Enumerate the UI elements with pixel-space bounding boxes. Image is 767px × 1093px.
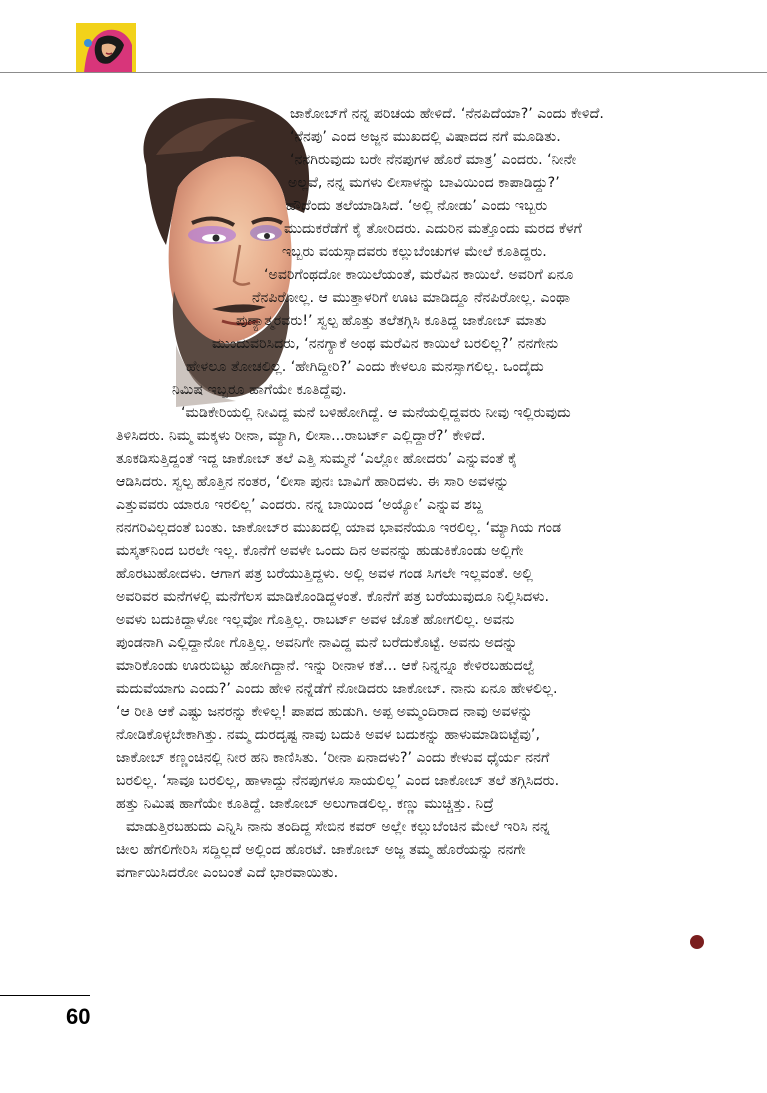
article-line: ಮಾಡುತ್ತಿರಬಹುದು ಎನ್ನಿಸಿ ನಾನು ತಂದಿದ್ದ ಸೇಬಿನ ಕವರ್ ಅಲ್ಲೇ ಕಲ್ಲುಬೆಂಚಿನ ಮೇಲೆ ಇರಿಸಿ ನನ್ನ (126, 819, 550, 835)
article-line: ಜಾಕೋಬ್ ಕಣ್ಣಂಚಿನಲ್ಲಿ ನೀರ ಹನಿ ಕಾಣಿಸಿತು. ‘ರೀನಾ ಏನಾದಳು?’ ಎಂದು ಕೇಳುವ ಧೈರ್ಯ ನನಗೆ (116, 750, 550, 766)
article-line: ಹೊರಟುಹೋದಳು. ಆಗಾಗ ಪತ್ರ ಬರೆಯುತ್ತಿದ್ದಳು. ಅಲ್ಲಿ ಅವಳ ಗಂಡ ಸಿಗಲೇ ಇಲ್ಲವಂತೆ. ಅಲ್ಲಿ (116, 566, 533, 582)
article-line: ನಿಮಿಷ ಇಬ್ಬರೂ ಹಾಗೆಯೇ ಕೂತಿದ್ದೆವು. (172, 382, 347, 398)
header-rule (0, 72, 767, 73)
article-line: ಜಾಕೋಬ್‌ಗೆ ನನ್ನ ಪರಿಚಯ ಹೇಳಿದೆ. ‘ನೆನಪಿದೆಯಾ?’ ಎಂದು ಕೇಳಿದೆ. (290, 106, 604, 122)
article-line: ಚೀಲ ಹೆಗಲಿಗೇರಿಸಿ ಸದ್ದಿಲ್ಲದೆ ಅಲ್ಲಿಂದ ಹೊರಟೆ. ಜಾಕೋಬ್ ಅಜ್ಜ ತಮ್ಮ ಹೊರೆಯನ್ನು ನನಗೇ (116, 842, 526, 858)
article-line: ತಿಳಿಸಿದರು. ನಿಮ್ಮ ಮಕ್ಕಳು ರೀನಾ, ಮ್ಯಾಗಿ, ಲೀಸಾ...ರಾಬರ್ಟ್ ಎಲ್ಲಿದ್ದಾರೆ?’ ಕೇಳಿದೆ. (116, 428, 486, 444)
article-line: ಆಡಿಸಿದರು. ಸ್ವಲ್ಪ ಹೊತ್ತಿನ ನಂತರ, ‘ಲೀಸಾ ಪುನಃ ಬಾವಿಗೆ ಹಾರಿದಳು. ಈ ಸಾರಿ ಅವಳನ್ನು (116, 474, 510, 490)
article-line: ಪುಣ್ಯಾತ್ಮರವರು!’ ಸ್ವಲ್ಪ ಹೊತ್ತು ತಲೆತಗ್ಗಿಸಿ ಕೂತಿದ್ದ ಜಾಕೋಬ್ ಮಾತು (236, 313, 547, 329)
article-line: ಅವಳು ಬದುಕಿದ್ದಾಳೋ ಇಲ್ಲವೋ ಗೊತ್ತಿಲ್ಲ. ರಾಬರ್ಟ್ ಅವಳ ಜೊತೆ ಹೋಗಲಿಲ್ಲ. ಅವನು (116, 612, 515, 628)
article-line: ಹೇಳಲೂ ತೋಚಲಿಲ್ಲ. ‘ಹೇಗಿದ್ದೀರಿ?’ ಎಂದು ಕೇಳಲೂ ಮನಸ್ಸಾಗಲಿಲ್ಲ. ಒಂದೈದು (186, 359, 544, 375)
article-line: ವರ್ಗಾಯಿಸಿದರೋ ಎಂಬಂತೆ ಎದೆ ಭಾರವಾಯಿತು. (116, 865, 339, 881)
article-line: ಮಾರಿಕೊಂಡು ಊರುಬಿಟ್ಟು ಹೋಗಿದ್ದಾನೆ. ಇನ್ನು ರೀನಾಳ ಕತೆ... ಆಕೆ ನಿನ್ನನ್ನೂ ಕೇಳಿರಬಹುದಲ್ವೆ (116, 658, 535, 674)
magazine-logo-icon (76, 23, 136, 73)
article-line: ಎತ್ತುವವರು ಯಾರೂ ಇರಲಿಲ್ಲ’ ಎಂದರು. ನನ್ನ ಬಾಯಿಂದ ‘ಅಯ್ಯೋ’ ಎನ್ನುವ ಶಬ್ದ (116, 497, 483, 513)
article-line: ಹತ್ತು ನಿಮಿಷ ಹಾಗೆಯೇ ಕೂತಿದ್ದೆ. ಜಾಕೋಬ್ ಅಲುಗಾಡಲಿಲ್ಲ. ಕಣ್ಣು ಮುಚ್ಚಿತ್ತು. ನಿದ್ರೆ (116, 796, 494, 812)
article-line: ಮುದುಕರೆಡೆಗೆ ಕೈ ತೋರಿದರು. ಎದುರಿನ ಮತ್ತೊಂದು ಮರದ ಕೆಳಗೆ (284, 221, 582, 237)
article-line: ‘ಆ ರೀತಿ ಆಕೆ ಎಷ್ಟು ಜನರನ್ನು ಕೇಳಿಲ್ಲ! ಪಾಪದ ಹುಡುಗಿ. ಅಪ್ಪ ಅಮ್ಮಂದಿರಾದ ನಾವು ಅವಳನ್ನು (116, 704, 533, 720)
page-number: 60 (66, 1004, 91, 1029)
footer-rule (0, 995, 90, 996)
article-line: ನೆನಪಿರೋಲ್ಲ. ಆ ಮುತ್ತಾಳರಿಗೆ ಊಟ ಮಾಡಿದ್ದೂ ನೆನಪಿರೋಲ್ಲ. ಎಂಥಾ (252, 290, 571, 306)
end-mark-icon (690, 935, 704, 949)
article-line: ಪುಂಡನಾಗಿ ಎಲ್ಲಿದ್ದಾನೋ ಗೊತ್ತಿಲ್ಲ. ಅವನಿಗೇ ನಾವಿದ್ದ ಮನೆ ಬರೆದುಕೊಟ್ಟೆ. ಅವನು ಅದನ್ನು (116, 635, 518, 651)
article-line: ನನಗರಿವಿಲ್ಲದಂತೆ ಬಂತು. ಜಾಕೋಬ್‌ರ ಮುಖದಲ್ಲಿ ಯಾವ ಭಾವನೆಯೂ ಇರಲಿಲ್ಲ. ‘ಮ್ಯಾಗಿಯ ಗಂಡ (116, 520, 562, 536)
article-line: ಬರಲಿಲ್ಲ. ‘ಸಾವೂ ಬರಲಿಲ್ಲ, ಹಾಳಾದ್ದು ನೆನಪುಗಳೂ ಸಾಯಲಿಲ್ಲ’ ಎಂದ ಜಾಕೋಬ್ ತಲೆ ತಗ್ಗಿಸಿದರು. (116, 773, 560, 789)
article-line: ಮದುವೆಯಾಗು ಎಂದು?’ ಎಂದು ಹೇಳಿ ನನ್ನೆಡೆಗೆ ನೋಡಿದರು ಜಾಕೋಬ್. ನಾನು ಏನೂ ಹೇಳಲಿಲ್ಲ. (116, 681, 558, 697)
article-line: ‘ನನಗಿರುವುದು ಬರೇ ನೆನಪುಗಳ ಹೊರೆ ಮಾತ್ರ’ ಎಂದರು. ‘ನೀನೇ (290, 152, 577, 168)
article-line: ‘ಮಡಿಕೇರಿಯಲ್ಲಿ ನೀವಿದ್ದ ಮನೆ ಬಳಿಹೋಗಿದ್ದೆ. ಆ ಮನೆಯಲ್ಲಿದ್ದವರು ನೀವು ಇಲ್ಲಿರುವುದು (181, 405, 571, 421)
article-line: ಮಸ್ಕತ್‌ನಿಂದ ಬರಲೇ ಇಲ್ಲ. ಕೊನೆಗೆ ಅವಳೇ ಒಂದು ದಿನ ಅವನನ್ನು ಹುಡುಕಿಕೊಂಡು ಅಲ್ಲಿಗೇ (116, 543, 524, 559)
article-line: ‘ನೆನಪು’ ಎಂದ ಅಜ್ಜನ ಮುಖದಲ್ಲಿ ವಿಷಾದದ ನಗೆ ಮೂಡಿತು. (290, 129, 561, 145)
article-line: ಅವರಿವರ ಮನೆಗಳಲ್ಲಿ ಮನೆಗೆಲಸ ಮಾಡಿಕೊಂಡಿದ್ದಳಂತೆ. ಕೊನೆಗೆ ಪತ್ರ ಬರೆಯುವುದೂ ನಿಲ್ಲಿಸಿದಳು. (116, 589, 550, 605)
article-line: ‘ಅವರಿಗೆಂಥದೋ ಕಾಯಿಲೆಯಂತೆ, ಮರೆವಿನ ಕಾಯಿಲೆ. ಅವರಿಗೆ ಏನೂ (264, 267, 574, 283)
article-line: ನೋಡಿಕೊಳ್ಳಬೇಕಾಗಿತ್ತು. ನಮ್ಮ ದುರದೃಷ್ಟ ನಾವು ಬದುಕಿ ಅವಳ ಬದುಕನ್ನು ಹಾಳುಮಾಡಿಬಿಟ್ಟೆವು’, (116, 727, 540, 743)
article-line: ತೂಕಡಿಸುತ್ತಿದ್ದಂತೆ ಇದ್ದ ಜಾಕೋಬ್ ತಲೆ ಎತ್ತಿ ಸುಮ್ಮನೆ ‘ಎಲ್ಲೋ ಹೋದರು’ ಎನ್ನುವಂತೆ ಕೈ (116, 451, 518, 467)
article-line: ಇಬ್ಬರು ವಯಸ್ಸಾದವರು ಕಲ್ಲುಬೆಂಚುಗಳ ಮೇಲೆ ಕೂತಿದ್ದರು. (282, 244, 547, 260)
article-line: ಹೌದೆಂದು ತಲೆಯಾಡಿಸಿದೆ. ‘ಅಲ್ಲಿ ನೋಡು’ ಎಂದು ಇಬ್ಬರು (286, 198, 548, 214)
article-line: ಮುಂದುವರಿಸಿದರು, ‘ನನಗ್ಯಾಕೆ ಅಂಥ ಮರೆವಿನ ಕಾಯಿಲೆ ಬರಲಿಲ್ಲ?’ ನನಗೇನು (212, 336, 559, 352)
article-line: ಅಲ್ಲವೆ, ನನ್ನ ಮಗಳು ಲೀಸಾಳನ್ನು ಬಾವಿಯಿಂದ ಕಾಪಾಡಿದ್ದು?’ (288, 175, 560, 191)
